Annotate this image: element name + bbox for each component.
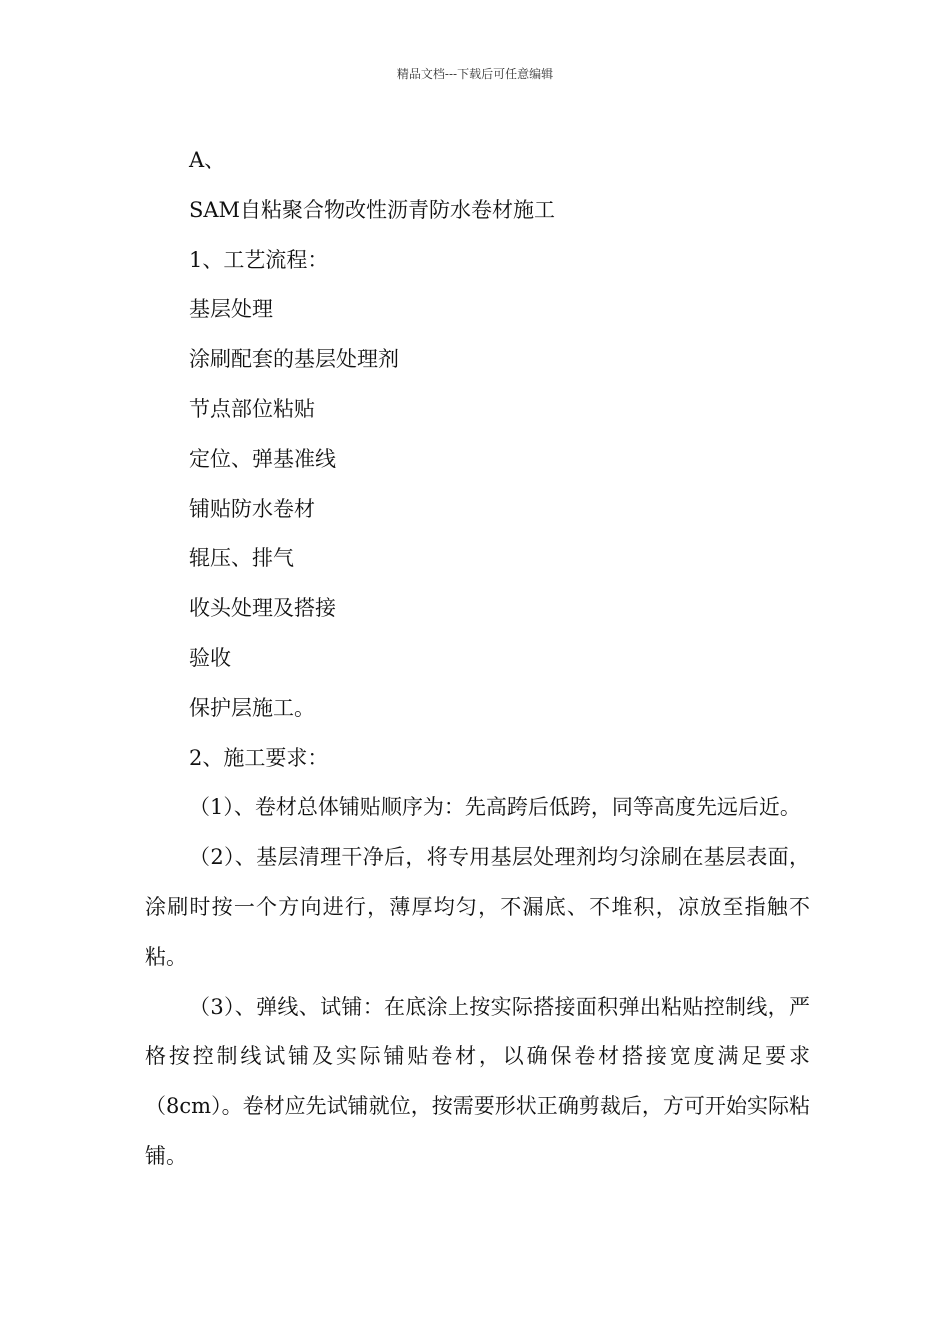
document-body bbox=[145, 136, 810, 1182]
process-step: 节点部位粘贴 bbox=[189, 396, 315, 421]
subheading-process: 1、工艺流程： bbox=[189, 247, 329, 272]
process-step: 保护层施工。 bbox=[189, 695, 315, 720]
process-step: 基层处理 bbox=[189, 297, 273, 322]
process-step: 辊压、排气 bbox=[189, 546, 294, 571]
subheading-requirements: 2、施工要求： bbox=[189, 745, 329, 770]
section-title: SAM自粘聚合物改性沥青防水卷材施工 bbox=[189, 197, 556, 222]
section-label: A、 bbox=[189, 148, 226, 172]
process-step: 定位、弹基准线 bbox=[189, 446, 336, 471]
process-step: 验收 bbox=[189, 645, 231, 670]
process-step: 涂刷配套的基层处理剂 bbox=[189, 347, 399, 372]
requirement-paragraph: （3）、弹线、试铺：在底涂上按实际搭接面积弹出粘贴控制线，严格按控制线试铺及实际铺贴卷材，以确保卷材搭接宽度满足要求（8cm）。卷材应先试铺就位，按需要形状正确剪裁后，方可开始实际粘铺。 bbox=[145, 994, 810, 1168]
process-step: 铺贴防水卷材 bbox=[189, 496, 315, 521]
process-step: 收头处理及搭接 bbox=[189, 596, 336, 621]
requirement-paragraph: （2）、基层清理干净后，将专用基层处理剂均匀涂刷在基层表面，涂刷时按一个方向进行，薄厚均匀，不漏底、不堆积，凉放至指触不粘。 bbox=[145, 845, 810, 969]
page-header: 精品文档---下载后可任意编辑 bbox=[396, 67, 554, 81]
requirement-paragraph: （1）、卷材总体铺贴顺序为：先高跨后低跨，同等高度先远后近。 bbox=[189, 795, 801, 820]
